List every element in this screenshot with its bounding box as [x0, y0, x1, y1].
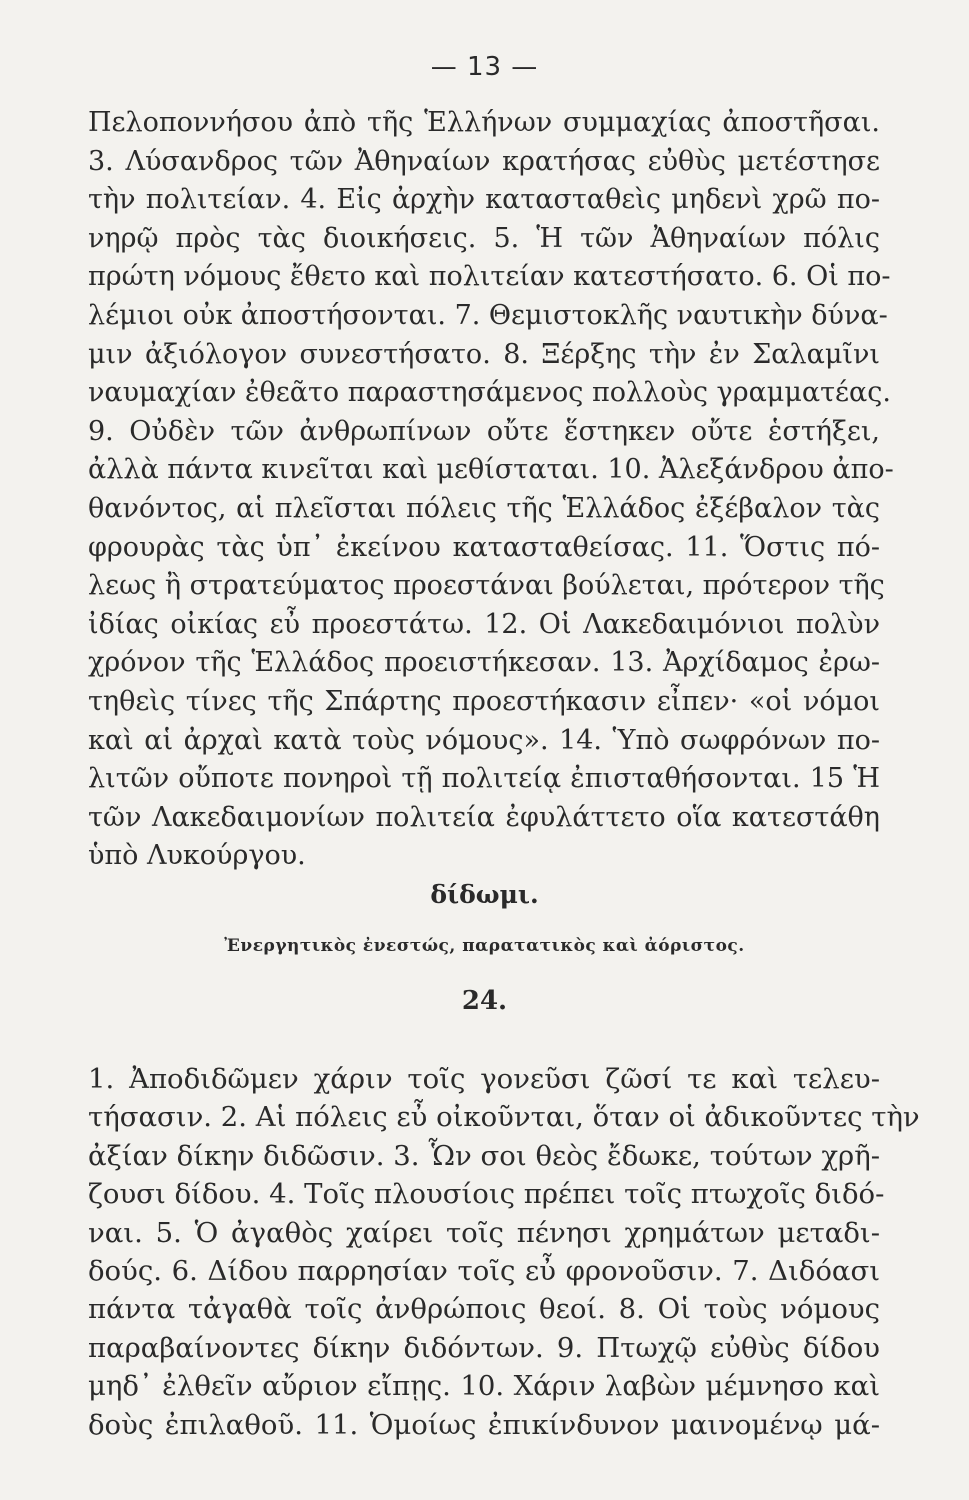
text-line: ἰδίας οἰκίας εὖ προεστάτω. 12. Οἱ Λακεδαιμόνιοι πολὺν — [88, 608, 880, 640]
text-line: ναυμαχίαν ἐθεᾶτο παραστησάμενος πολλοὺς γραμματέας. — [88, 377, 891, 409]
text-line: ἀλλὰ πάντα κινεῖται καὶ μεθίσταται. 10. Ἀλεξάνδρου ἀπο- — [88, 454, 894, 486]
page-number-header: — 13 — — [430, 52, 539, 82]
text-line: παραβαίνοντες δίκην διδόντων. 9. Πτωχῷ εὐθὺς δίδου — [88, 1331, 880, 1364]
text-line: τῶν Λακεδαιμονίων πολιτεία ἐφυλάττετο οἵα κατεστάθη — [88, 801, 880, 833]
text-line: 9. Οὐδὲν τῶν ἀνθρωπίνων οὔτε ἕστηκεν οὔτε ἑστήξει, — [88, 415, 880, 447]
text-line: καὶ αἱ ἀρχαὶ κατὰ τοὺς νόμους». 14. Ὑπὸ σωφρόνων πο- — [88, 724, 880, 756]
text-line: θανόντος, αἱ πλεῖσται πόλεις τῆς Ἑλλάδος ἐξέβαλον τὰς — [88, 492, 880, 524]
text-line: πάντα τἀγαθὰ τοῖς ἀνθρώποις θεοί. 8. Οἱ τοὺς νόμους — [88, 1293, 880, 1326]
text-line: μιν ἀξιόλογον συνεστήσατο. 8. Ξέρξης τὴν ἐν Σαλαμῖνι — [88, 338, 880, 370]
text-line: 1. Ἀποδιδῶμεν χάριν τοῖς γονεῦσι ζῶσί τε καὶ τελευ- — [88, 1063, 880, 1095]
text-line: λεως ἢ στρατεύματος προεστάναι βούλεται, πρότερον τῆς — [88, 570, 885, 602]
exercise-number: 24. — [461, 986, 508, 1016]
text-line: νηρῷ πρὸς τὰς διοικήσεις. 5. Ἡ τῶν Ἀθηναίων πόλις — [88, 222, 880, 254]
exercise-text-section-2 — [88, 1060, 920, 1444]
text-line: ὑπὸ Λυκούργου. — [88, 840, 306, 872]
exercise-text-section-1 — [88, 104, 894, 876]
text-line: πρώτη νόμους ἔθετο καὶ πολιτείαν κατεστήσατο. 6. Οἱ πο- — [88, 261, 891, 293]
text-line: Πελοποννήσου ἀπὸ τῆς Ἑλλήνων συμμαχίας ἀποστῆσαι. — [88, 107, 880, 138]
text-line: μηδ᾽ ἐλθεῖν αὔριον εἴπῃς. 10. Χάριν λαβὼν μέμνησο καὶ — [88, 1370, 880, 1403]
verb-subheading: Ἐνεργητικὸς ἐνεστώς, παρατατικὸς καὶ ἀόριστος. — [224, 936, 745, 956]
text-line: ναι. 5. Ὁ ἀγαθὸς χαίρει τοῖς πένησι χρημάτων μεταδι- — [88, 1216, 880, 1249]
text-line: 3. Λύσανδρος τῶν Ἀθηναίων κρατήσας εὐθὺς μετέστησε — [88, 145, 880, 177]
text-line: τήσασιν. 2. Αἱ πόλεις εὖ οἰκοῦνται, ὅταν οἱ ἀδικοῦντες τὴν — [88, 1101, 920, 1134]
text-line: λιτῶν οὔποτε πονηροὶ τῇ πολιτείᾳ ἐπισταθήσονται. 15 Ἡ — [88, 763, 880, 795]
text-line: ζουσι δίδου. 4. Τοῖς πλουσίοις πρέπει τοῖς πτωχοῖς διδό- — [88, 1178, 885, 1211]
text-line: τηθεὶς τίνες τῆς Σπάρτης προεστήκασιν εἶπεν· «οἱ νόμοι — [88, 685, 880, 717]
verb-heading: δίδωμι. — [430, 880, 539, 909]
text-line: ἀξίαν δίκην διδῶσιν. 3. Ὧν σοι θεὸς ἔδωκε, τούτων χρῆ- — [88, 1139, 880, 1172]
text-line: δοὺς ἐπιλαθοῦ. 11. Ὁμοίως ἐπικίνδυνον μαινομένῳ μά- — [88, 1408, 880, 1441]
text-line: λέμιοι οὐκ ἀποστήσονται. 7. Θεμιστοκλῆς ναυτικὴν δύνα- — [88, 299, 888, 331]
text-line: χρόνον τῆς Ἑλλάδος προειστήκεσαν. 13. Ἀρχίδαμος ἐρω- — [88, 647, 880, 679]
text-line: τὴν πολιτείαν. 4. Εἰς ἀρχὴν κατασταθεὶς μηδενὶ χρῶ πο- — [88, 184, 880, 216]
text-line: φρουρὰς τὰς ὑπ᾽ ἐκείνου κατασταθείσας. 11. Ὅστις πό- — [88, 531, 880, 563]
text-line: δούς. 6. Δίδου παρρησίαν τοῖς εὖ φρονοῦσιν. 7. Διδόασι — [88, 1254, 880, 1287]
